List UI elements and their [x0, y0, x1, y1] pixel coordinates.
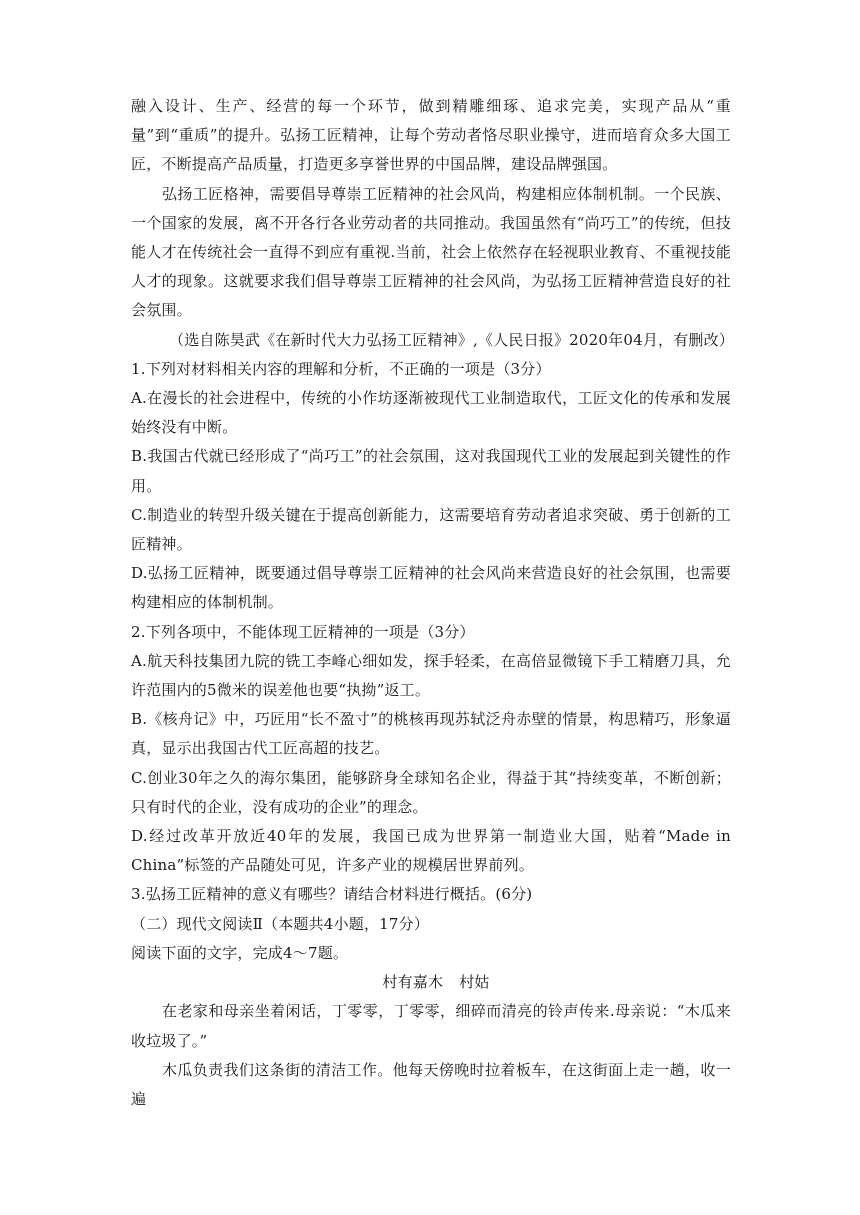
passage-source: （选自陈昊武《在新时代大力弘扬工匠精神》,《人民日报》2020年04月，有删改） [169, 330, 735, 349]
question-1-option-d: D.弘扬工匠精神，既要通过倡导尊崇工匠精神的社会风尚来营造良好的社会氛围，也需要构建相应的体制机制。 [131, 564, 731, 612]
story-paragraph-1: 在老家和母亲坐着闲话，丁零零，丁零零，细碎而清亮的铃声传来.母亲说：“木瓜来收垃圾了。” [131, 1002, 731, 1050]
question-1-option-b: B.我国古代就已经形成了“尚巧工”的社会氛围，这对我国现代工业的发展起到关键性的作用。 [131, 447, 731, 495]
story-author: 村姑 [459, 973, 490, 992]
passage-paragraph-1: 融入设计、生产、经营的每一个环节，做到精雕细琢、追求完美，实现产品从“重量”到“重质”的提升。弘扬工匠精神，让每个劳动者恪尽职业操守，进而培育众多大国工匠，不断提高产品质量，打造更多享誉世界的中国品牌，建设品牌强国。 [131, 97, 731, 174]
section-heading: （二）现代文阅读Ⅱ（本题共4小题，17分） [131, 914, 430, 933]
passage-paragraph-2: 弘扬工匠格神，需要倡导尊崇工匠精神的社会风尚，构建相应体制机制。一个民族、一个国家的发展，离不开各行各业劳动者的共同推动。我国虽然有“尚巧工”的传统，但技能人才在传统社会一直得不到应有重视.当前，社会上依然存在轻视职业教育、不重视技能人才的现象。这就要求我们倡导尊崇工匠精神的社会风尚，为弘扬工匠精神营造良好的社会氛围。 [131, 184, 731, 320]
question-2-option-a: A.航天科技集团九院的铣工李峰心细如发，探手轻柔，在高倍显微镜下手工精磨刀具，允许范围内的5微米的误差他也要“执拗”返工。 [131, 651, 731, 700]
story-title: 村有嘉木 [382, 973, 444, 992]
question-2-option-d: D.经过改革开放近40年的发展，我国已成为世界第一制造业大国，贴着“Made in China”标签的产品随处可见，许多产业的规模居世界前列。 [131, 827, 731, 875]
question-1-stem: 1.下列对材料相关内容的理解和分析，不正确的一项是（3分） [131, 359, 551, 378]
section-instruction: 阅读下面的文字，完成4〜7题。 [131, 943, 349, 962]
question-2-stem: 2.下列各项中，不能体现工匠精神的一项是（3分） [131, 622, 475, 641]
question-2-option-b: B.《核舟记》中，巧匠用“长不盈寸”的桃核再现苏轼泛舟赤壁的情景，构思精巧，形象逼真，显示出我国古代工匠高超的技艺。 [131, 710, 731, 758]
story-paragraph-2: 木瓜负责我们这条街的清洁工作。他每天傍晚时拉着板车，在这街面上走一趟，收一遍 [131, 1060, 731, 1108]
story-title-line [131, 968, 731, 997]
question-2-option-c: C.创业30年之久的海尔集团，能够跻身全球知名企业，得益于其“持续变革，不断创新；只有时代的企业，没有成功的企业”的理念。 [131, 768, 731, 816]
question-1-option-a: A.在漫长的社会进程中，传统的小作坊逐渐被现代工业制造取代，工匠文化的传承和发展始终没有中断。 [131, 389, 731, 437]
question-1-option-c: C.制造业的转型升级关键在于提高创新能力，这需要培育劳动者追求突破、勇于创新的工匠精神。 [131, 505, 731, 554]
document-page [131, 92, 735, 1114]
question-3-stem: 3.弘扬工匠精神的意义有哪些？请结合材料进行概括。(6分) [131, 885, 533, 904]
